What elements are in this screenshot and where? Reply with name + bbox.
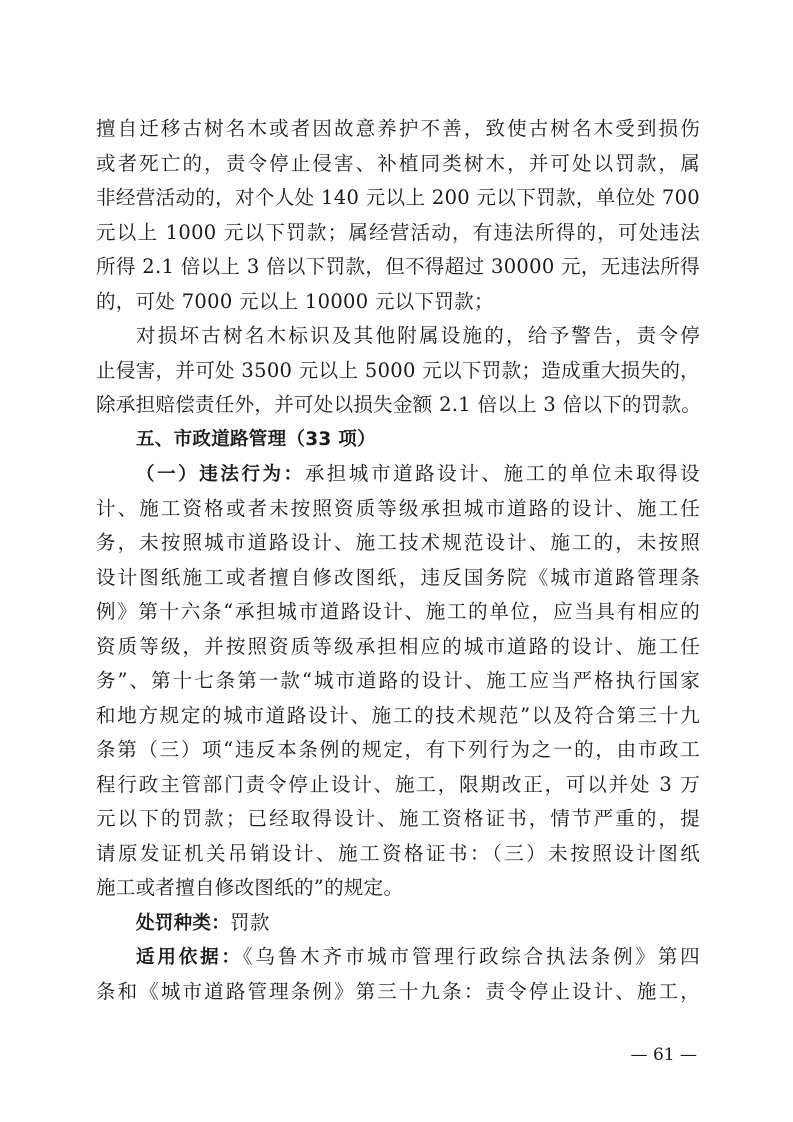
text-span: 承担城市道路设计、施工的单位未取得设 xyxy=(304,462,700,485)
text-line: 非经营活动的，对个人处 140 元以上 200 元以下罚款，单位处 700 xyxy=(96,186,700,209)
text-line xyxy=(96,940,700,975)
text-line: 计、施工资格或者未按照资质等级承担城市道路的设计、施工任 xyxy=(96,496,700,520)
legal-basis-label: 适用依据： xyxy=(136,947,243,968)
section-heading: 五、市政道路管理（33 项） xyxy=(136,428,376,450)
text-line: 设计图纸施工或者擅自修改图纸，违反国务院《城市道路管理条 xyxy=(96,565,700,589)
text-line: 或者死亡的，责令停止侵害、补植同类树木，并可处以罚款，属 xyxy=(96,151,700,175)
text-line: 的，可处 7000 元以上 10000 元以下罚款； xyxy=(96,289,494,313)
text-line: 程行政主管部门责令停止设计、施工，限期改正，可以并处 3 万 xyxy=(96,772,700,796)
legal-basis-value: 《乌鲁木齐市城市管理行政综合执法条例》第四 xyxy=(242,945,700,968)
text-line: 条第（三）项“违反本条例的规定，有下列行为之一的，由市政工 xyxy=(96,738,700,761)
text-line: 元以上 1000 元以下罚款；属经营活动，有违法所得的，可处违法 xyxy=(96,220,700,244)
penalty-type-value: 罚款 xyxy=(230,910,270,934)
text-line: 务，未按照城市道路设计、施工技术规范设计、施工的，未按照 xyxy=(96,531,700,554)
text-line: 所得 2.1 倍以上 3 倍以下罚款，但不得超过 30000 元，无违法所得 xyxy=(96,255,700,278)
page-number: — 61 — xyxy=(630,1045,697,1065)
text-line: 例》第十六条“承担城市道路设计、施工的单位，应当具有相应的 xyxy=(96,600,700,623)
penalty-type-label: 处罚种类： xyxy=(136,912,231,934)
text-line: 对损坏古树名木标识及其他附属设施的，给予警告，责令停 xyxy=(136,324,700,347)
text-line: 资质等级，并按照资质等级承担相应的城市道路的设计、施工任 xyxy=(96,634,700,658)
text-line: 止侵害，并可处 3500 元以上 5000 元以下罚款；造成重大损失的， xyxy=(96,358,700,382)
text-line: 元以下的罚款；已经取得设计、施工资格证书，情节严重的，提 xyxy=(96,807,700,830)
violation-label: （一）违法行为： xyxy=(136,464,305,485)
text-line: 除承担赔偿责任外，并可处以损失金额 2.1 倍以上 3 倍以下的罚款。 xyxy=(96,393,702,416)
text-line: 和地方规定的城市道路设计、施工的技术规范”以及符合第三十九 xyxy=(96,703,700,727)
text-line: 擅自迁移古树名木或者因故意养护不善，致使古树名木受到损伤 xyxy=(96,117,700,140)
text-line xyxy=(96,457,700,492)
text-line: 条和《城市道路管理条例》第三十九条：责令停止设计、施工， xyxy=(96,979,700,1003)
text-line: 施工或者擅自修改图纸的”的规定。 xyxy=(96,876,404,899)
text-line xyxy=(96,906,700,941)
document-body xyxy=(96,112,700,1009)
text-line: 请原发证机关吊销设计、施工资格证书：（三）未按照设计图纸 xyxy=(96,841,700,865)
text-line: 务”、第十七条第一款“城市道路的设计、施工应当严格执行国家 xyxy=(96,669,700,692)
